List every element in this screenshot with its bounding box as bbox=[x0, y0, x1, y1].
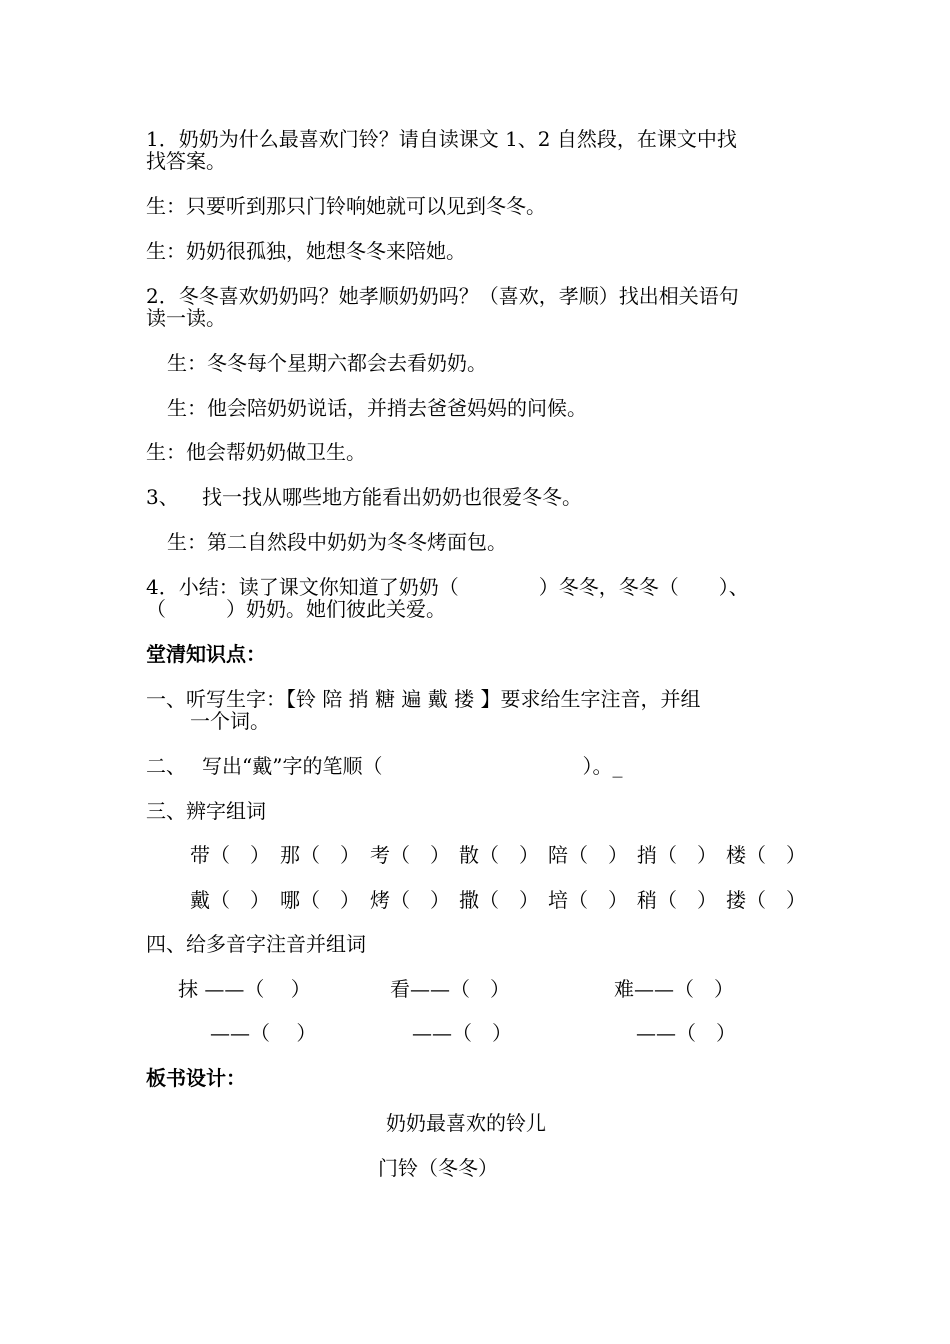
section2-text: 写出“戴”字的笔顺（ ）。_ bbox=[202, 754, 623, 778]
q2-line2: 读一读。 bbox=[146, 306, 226, 330]
q2-answer-1: 生：冬冬每个星期六都会去看奶奶。 bbox=[167, 351, 487, 375]
section4-heading: 四、给多音字注音并组词 bbox=[146, 932, 366, 956]
word-group-item: 撒（ ） bbox=[459, 888, 539, 912]
word-group-item: 哪（ ） bbox=[280, 888, 360, 912]
section2-number: 二、 bbox=[146, 754, 186, 778]
q3-answer-1: 生：第二自然段中奶奶为冬冬烤面包。 bbox=[167, 530, 507, 554]
word-group-item: 烤（ ） bbox=[370, 888, 450, 912]
polyphone-item: 抹 ——（ ） bbox=[178, 977, 311, 1001]
q3-text: 找一找从哪些地方能看出奶奶也很爱冬冬。 bbox=[202, 485, 582, 509]
q2-answer-3: 生：他会帮奶奶做卫生。 bbox=[146, 440, 366, 464]
word-group-item: 散（ ） bbox=[459, 843, 539, 867]
section1-line1: 一、听写生字：【铃 陪 捎 糖 遍 戴 搂 】要求给生字注音，并组 bbox=[146, 687, 701, 711]
word-group-item: 捎（ ） bbox=[637, 843, 717, 867]
polyphone-item: 难——（ ） bbox=[614, 977, 734, 1001]
q1-line1: 1．奶奶为什么最喜欢门铃？请自读课文 1、2 自然段，在课文中找 bbox=[146, 127, 737, 151]
q1-line2: 找答案。 bbox=[146, 149, 226, 173]
board-heading: 板书设计： bbox=[146, 1066, 246, 1090]
word-group-item: 搂（ ） bbox=[726, 888, 806, 912]
section3-heading: 三、辨字组词 bbox=[146, 799, 266, 823]
word-group-item: 陪（ ） bbox=[548, 843, 628, 867]
word-group-item: 培（ ） bbox=[548, 888, 628, 912]
q4-line2: （ ）奶奶。她们彼此关爱。 bbox=[146, 597, 446, 621]
polyphone-item: ——（ ） bbox=[412, 1021, 512, 1045]
q1-answer-1: 生：只要听到那只门铃响她就可以见到冬冬。 bbox=[146, 194, 546, 218]
q3-number: 3、 bbox=[146, 485, 179, 509]
q2-answer-2: 生：他会陪奶奶说话，并捎去爸爸妈妈的问候。 bbox=[167, 396, 587, 420]
q4-line1: 4．小结：读了课文你知道了奶奶（ ）冬冬，冬冬（ ）、 bbox=[146, 575, 749, 599]
q1-answer-2: 生：奶奶很孤独，她想冬冬来陪她。 bbox=[146, 239, 466, 263]
word-group-item: 带（ ） bbox=[190, 843, 270, 867]
word-group-item: 楼（ ） bbox=[726, 843, 806, 867]
word-group-item: 稍（ ） bbox=[637, 888, 717, 912]
knowledge-heading: 堂清知识点： bbox=[146, 642, 266, 666]
word-group-item: 那（ ） bbox=[280, 843, 360, 867]
q2-line1: 2．冬冬喜欢奶奶吗？她孝顺奶奶吗？（喜欢，孝顺）找出相关语句 bbox=[146, 284, 739, 308]
board-title: 奶奶最喜欢的铃儿 bbox=[386, 1111, 546, 1135]
polyphone-item: ——（ ） bbox=[210, 1021, 317, 1045]
board-subtitle: 门铃（冬冬） bbox=[378, 1156, 498, 1180]
polyphone-item: ——（ ） bbox=[636, 1021, 736, 1045]
section1-line2: 一个词。 bbox=[190, 709, 270, 733]
word-group-item: 考（ ） bbox=[370, 843, 450, 867]
polyphone-item: 看——（ ） bbox=[390, 977, 510, 1001]
word-group-item: 戴（ ） bbox=[190, 888, 270, 912]
